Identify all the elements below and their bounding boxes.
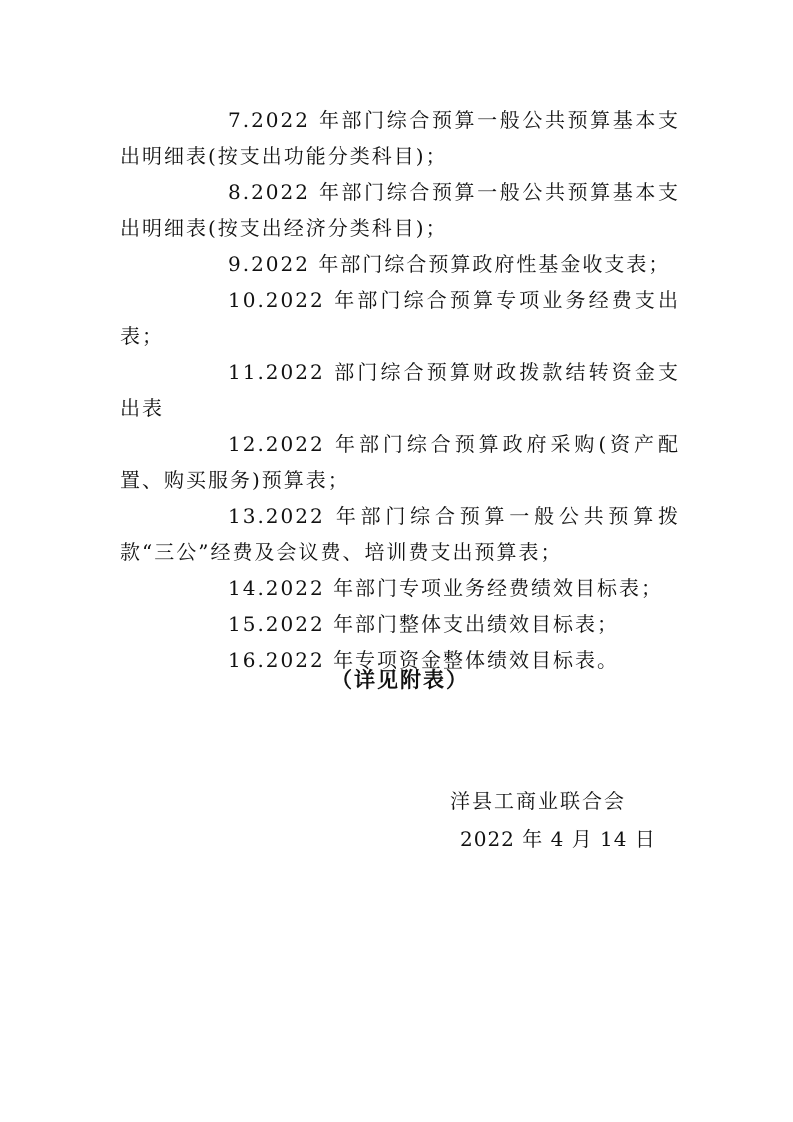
list-item: 11.2022 部门综合预算财政拨款结转资金支出表 [120, 360, 680, 420]
list-item: 7.2022 年部门综合预算一般公共预算基本支出明细表(按支出功能分类科目)； [120, 108, 680, 168]
list-item: 13.2022 年部门综合预算一般公共预算拨款“三公”经费及会议费、培训费支出预算表； [120, 504, 680, 564]
list-item: 14.2022 年部门专项业务经费绩效目标表； [228, 576, 664, 600]
signing-date: 2022 年 4 月 14 日 [460, 827, 656, 851]
list-item: 12.2022 年部门综合预算政府采购(资产配置、购买服务)预算表； [120, 432, 680, 492]
list-item: 10.2022 年部门综合预算专项业务经费支出表； [120, 288, 680, 348]
list-item: 15.2022 年部门整体支出绩效目标表； [228, 612, 620, 636]
signing-organization: 洋县工商业联合会 [450, 789, 626, 813]
list-item: 16.2022 年专项资金整体绩效目标表。 [228, 648, 620, 672]
note-text: （详见附表） [331, 667, 469, 692]
list-item: 8.2022 年部门综合预算一般公共预算基本支出明细表(按支出经济分类科目)； [120, 180, 680, 240]
attachment-list [120, 102, 680, 678]
list-item: 9.2022 年部门综合预算政府性基金收支表； [228, 252, 671, 276]
